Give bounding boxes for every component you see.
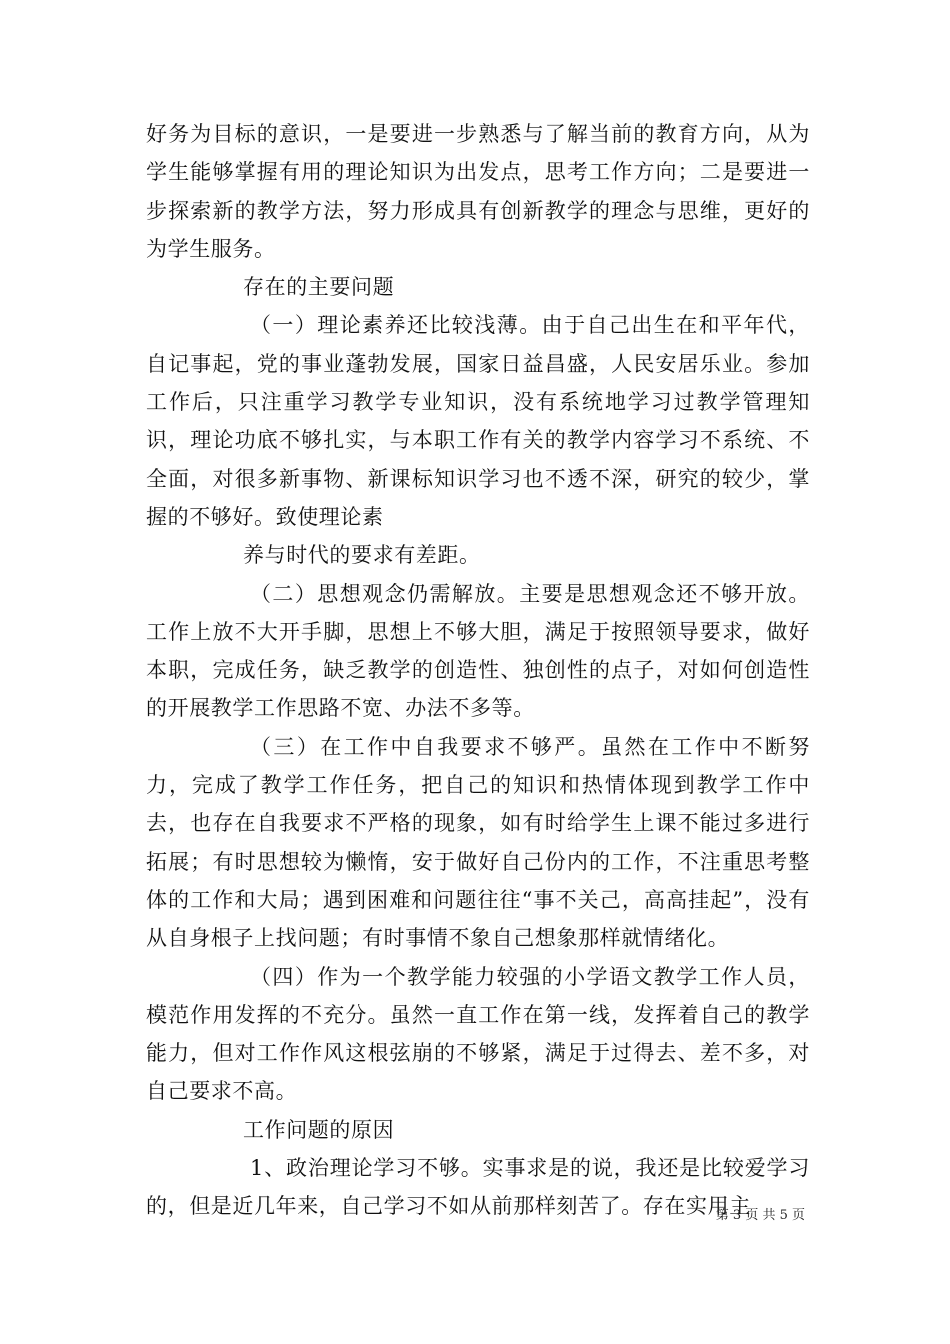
heading-main-problems: 存在的主要问题 xyxy=(243,275,395,300)
paragraph-service-awareness: 好务为目标的意识，一是要进一步熟悉与了解当前的教育方向，从为学生能够掌握有用的理论知识为出发点，思考工作方向；二是要进一步探索新的教学方法，努力形成具有创新教学的理念与思维，更好的为学生服务。 xyxy=(146,122,810,261)
document-body xyxy=(146,115,810,1226)
paragraph-problem-self-discipline: （三）在工作中自我要求不够严。虽然在工作中不断努力，完成了教学工作任务，把自己的知识和热情体现到教学工作中去，也存在自我要求不严格的现象，如有时给学生上课不能过多进行拓展；有时思想较为懒惰，安于做好自己份内的工作，不注重思考整体的工作和大局；遇到困难和问题往往“事不关己，高高挂起”，没有从自身根子上找问题；有时事情不象自己想象那样就情绪化。 xyxy=(146,734,810,951)
paragraph-problem-theory-continued: 养与时代的要求有差距。 xyxy=(243,543,481,568)
paragraph-problem-theory: （一）理论素养还比较浅薄。由于自己出生在和平年代，自记事起，党的事业蓬勃发展，国家日益昌盛，人民安居乐业。参加工作后，只注重学习教学专业知识，没有系统地学习过教学管理知识，理论功底不够扎实，与本职工作有关的教学内容学习不系统、不全面，对很多新事物、新课标知识学习也不透不深，研究的较少，掌握的不够好。致使理论素 xyxy=(146,313,810,529)
heading-problem-causes: 工作问题的原因 xyxy=(243,1117,395,1142)
paragraph-cause-political-study: 1、政治理论学习不够。实事求是的说，我还是比较爱学习的，但是近几年来，自己学习不如从前那样刻苦了。存在实用主 xyxy=(146,1156,810,1219)
paragraph-problem-role-model: （四）作为一个教学能力较强的小学语文教学工作人员，模范作用发挥的不充分。虽然一直工作在第一线，发挥着自己的教学能力，但对工作作风这根弦崩的不够紧，满足于过得去、差不多，对自己要求不高。 xyxy=(146,964,810,1104)
page-number-footer: 第 3 页 共 5 页 xyxy=(715,1208,805,1223)
paragraph-problem-thinking: （二）思想观念仍需解放。主要是思想观念还不够开放。工作上放不大开手脚，思想上不够大胆，满足于按照领导要求，做好本职，完成任务，缺乏教学的创造性、独创性的点子，对如何创造性的开展教学工作思路不宽、办法不多等。 xyxy=(146,581,810,721)
